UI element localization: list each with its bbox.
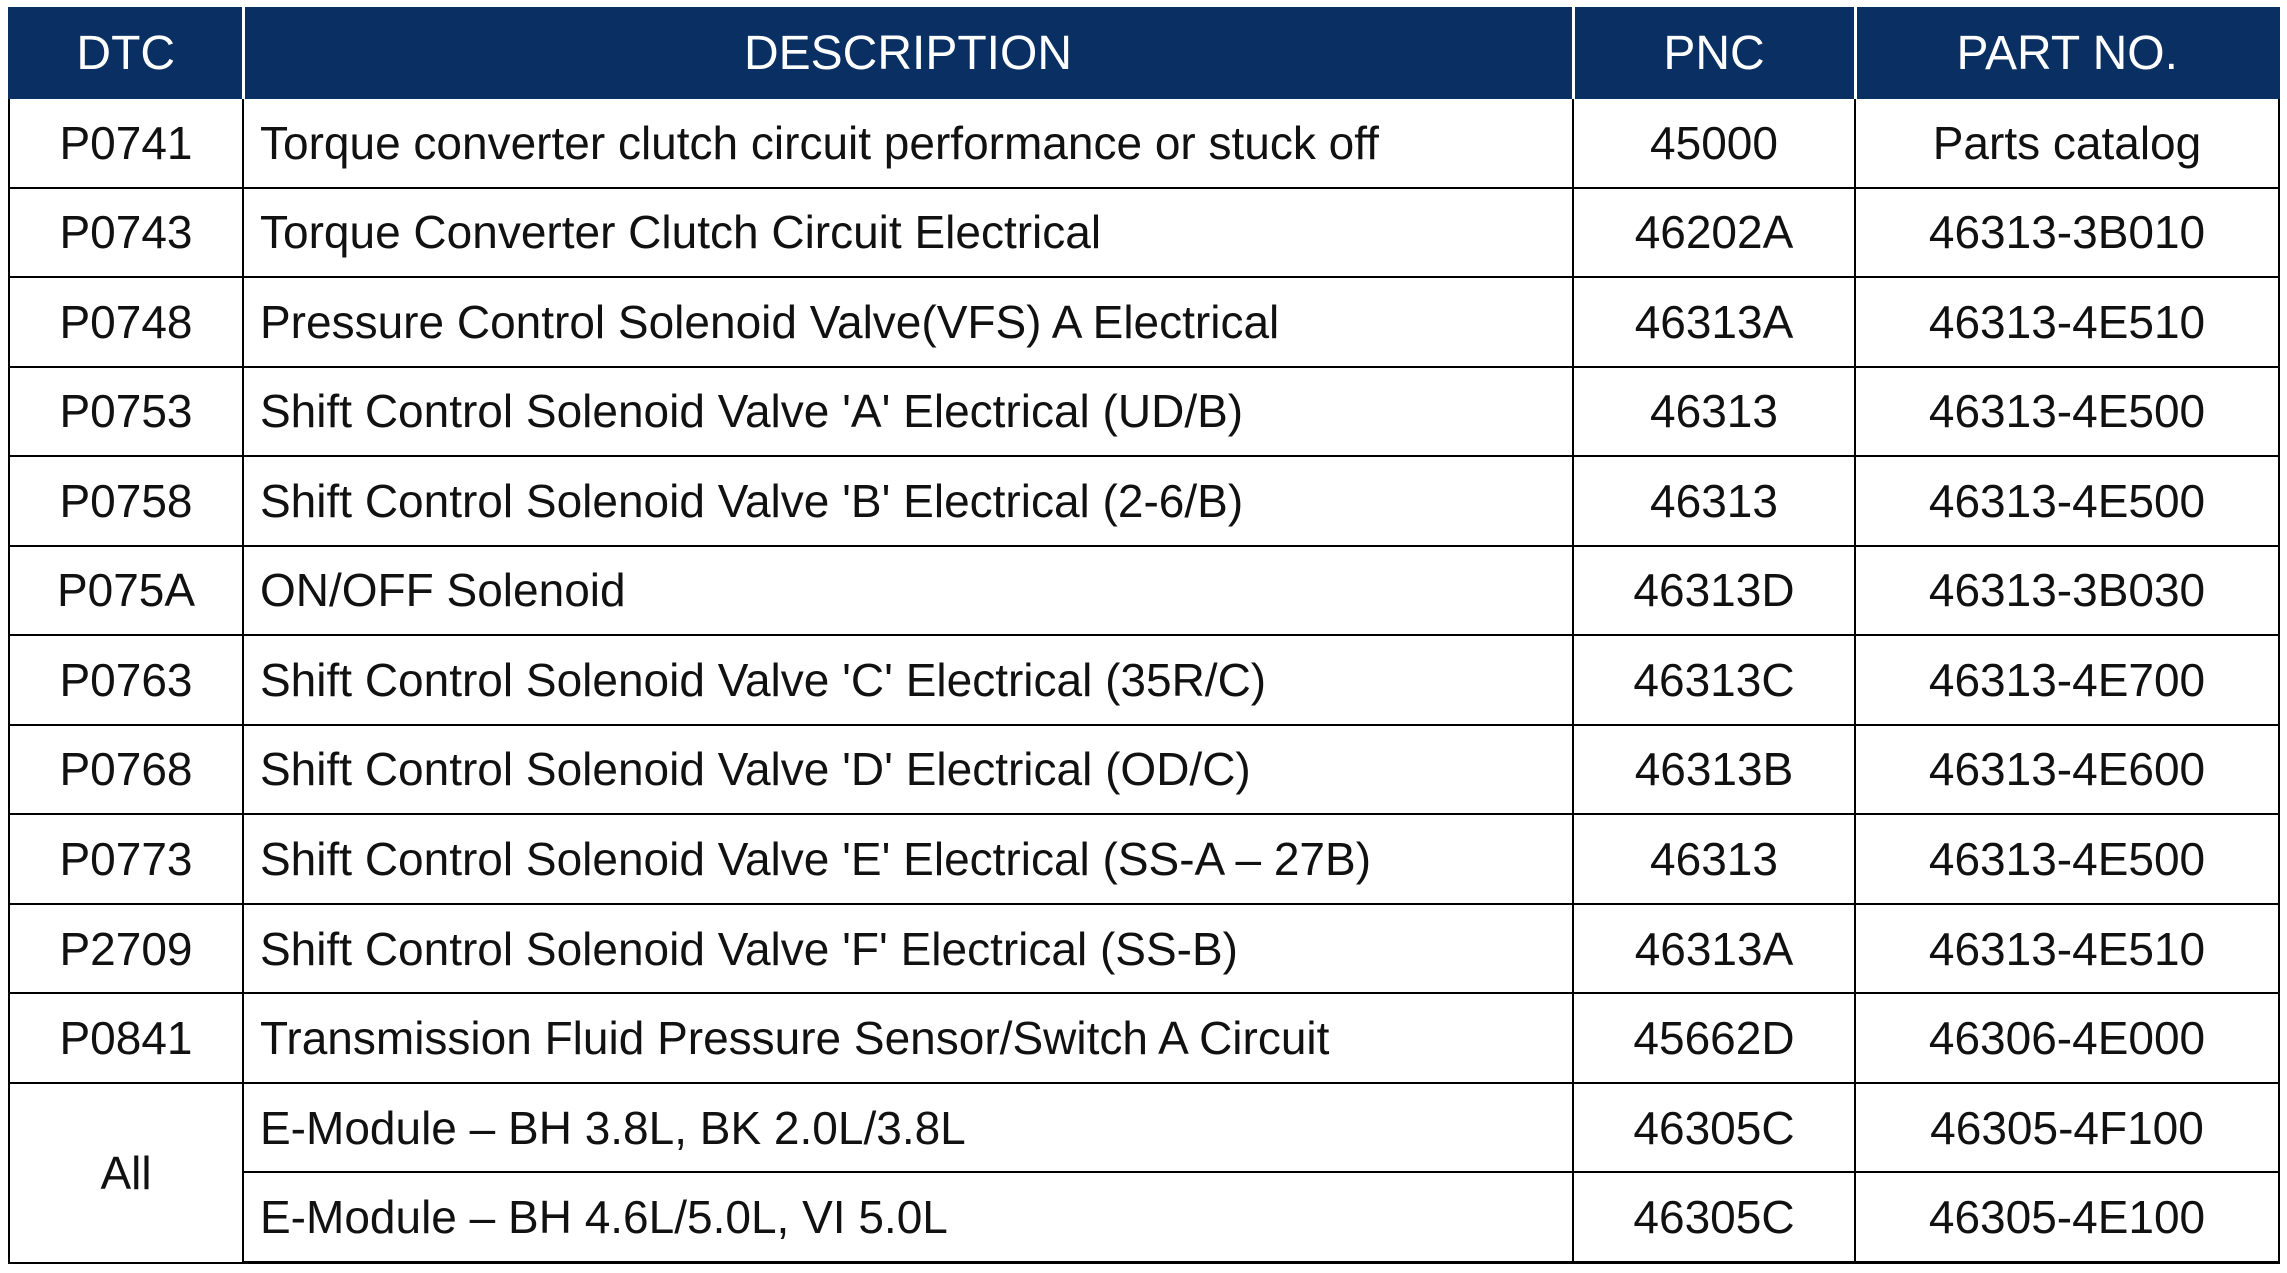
cell-description: ON/OFF Solenoid <box>243 546 1573 636</box>
table-row <box>9 367 2279 457</box>
table-row <box>9 98 2279 188</box>
cell-pnc: 46313B <box>1573 725 1855 815</box>
header-part-no: PART NO. <box>1855 8 2279 98</box>
cell-pnc: 46202A <box>1573 188 1855 278</box>
table-row <box>9 456 2279 546</box>
cell-dtc: P0758 <box>9 456 243 546</box>
header-dtc: DTC <box>9 8 243 98</box>
cell-pnc: 46313A <box>1573 904 1855 994</box>
cell-dtc: P0743 <box>9 188 243 278</box>
cell-part-no: 46313-4E500 <box>1855 814 2279 904</box>
cell-pnc: 46313 <box>1573 814 1855 904</box>
cell-dtc: P0841 <box>9 993 243 1083</box>
cell-description: Pressure Control Solenoid Valve(VFS) A Electrical <box>243 277 1573 367</box>
header-row <box>9 8 2279 98</box>
cell-description: Transmission Fluid Pressure Sensor/Switch A Circuit <box>243 993 1573 1083</box>
cell-pnc: 45000 <box>1573 98 1855 188</box>
cell-part-no: 46313-3B010 <box>1855 188 2279 278</box>
cell-part-no: 46313-4E700 <box>1855 635 2279 725</box>
cell-pnc: 46305C <box>1573 1172 1855 1262</box>
cell-pnc: 46313 <box>1573 456 1855 546</box>
cell-part-no: 46313-4E500 <box>1855 367 2279 457</box>
cell-part-no: 46305-4F100 <box>1855 1083 2279 1173</box>
cell-description: Shift Control Solenoid Valve 'E' Electrical (SS-A – 27B) <box>243 814 1573 904</box>
cell-part-no: 46313-4E600 <box>1855 725 2279 815</box>
table-row <box>9 635 2279 725</box>
cell-description: Shift Control Solenoid Valve 'F' Electrical (SS-B) <box>243 904 1573 994</box>
cell-pnc: 46313 <box>1573 367 1855 457</box>
table-body <box>9 98 2279 1263</box>
cell-description: Torque converter clutch circuit performance or stuck off <box>243 98 1573 188</box>
cell-part-no: 46313-3B030 <box>1855 546 2279 636</box>
cell-description: E-Module – BH 4.6L/5.0L, VI 5.0L <box>243 1172 1573 1262</box>
cell-part-no: 46313-4E510 <box>1855 904 2279 994</box>
table-row <box>9 546 2279 636</box>
cell-part-no: 46305-4E100 <box>1855 1172 2279 1262</box>
cell-description: Shift Control Solenoid Valve 'A' Electrical (UD/B) <box>243 367 1573 457</box>
cell-pnc: 45662D <box>1573 993 1855 1083</box>
cell-pnc: 46305C <box>1573 1083 1855 1173</box>
cell-description: Shift Control Solenoid Valve 'D' Electrical (OD/C) <box>243 725 1573 815</box>
cell-description: E-Module – BH 3.8L, BK 2.0L/3.8L <box>243 1083 1573 1173</box>
cell-pnc: 46313C <box>1573 635 1855 725</box>
cell-dtc: P0748 <box>9 277 243 367</box>
table-row <box>9 1172 2279 1262</box>
cell-description: Shift Control Solenoid Valve 'C' Electrical (35R/C) <box>243 635 1573 725</box>
header-description: DESCRIPTION <box>243 8 1573 98</box>
table-row <box>9 993 2279 1083</box>
table-row <box>9 814 2279 904</box>
cell-pnc: 46313D <box>1573 546 1855 636</box>
table-row <box>9 277 2279 367</box>
table-row <box>9 1083 2279 1173</box>
cell-description: Torque Converter Clutch Circuit Electrical <box>243 188 1573 278</box>
cell-pnc: 46313A <box>1573 277 1855 367</box>
header-pnc: PNC <box>1573 8 1855 98</box>
cell-part-no: Parts catalog <box>1855 98 2279 188</box>
table-row <box>9 188 2279 278</box>
cell-dtc: P0773 <box>9 814 243 904</box>
table-header <box>9 8 2279 98</box>
table-row <box>9 904 2279 994</box>
cell-part-no: 46313-4E510 <box>1855 277 2279 367</box>
cell-dtc: P075A <box>9 546 243 636</box>
cell-dtc: P0753 <box>9 367 243 457</box>
cell-dtc-group: All <box>9 1083 243 1263</box>
cell-dtc: P2709 <box>9 904 243 994</box>
cell-description: Shift Control Solenoid Valve 'B' Electrical (2-6/B) <box>243 456 1573 546</box>
cell-dtc: P0741 <box>9 98 243 188</box>
cell-part-no: 46306-4E000 <box>1855 993 2279 1083</box>
cell-part-no: 46313-4E500 <box>1855 456 2279 546</box>
cell-dtc: P0768 <box>9 725 243 815</box>
table-row <box>9 725 2279 815</box>
dtc-table <box>8 7 2280 1264</box>
cell-dtc: P0763 <box>9 635 243 725</box>
